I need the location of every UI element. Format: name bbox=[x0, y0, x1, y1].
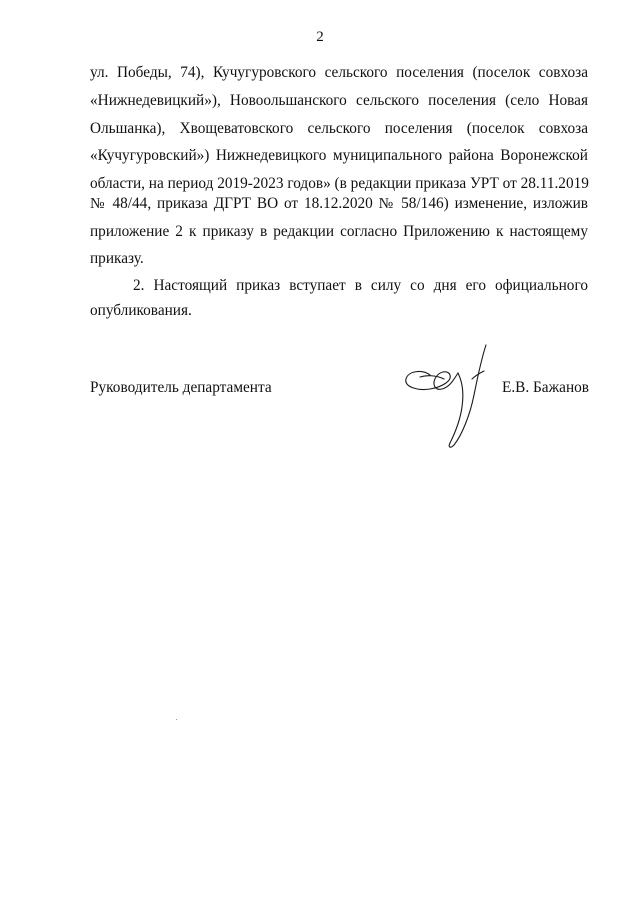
paragraph-line-last: опубликования. bbox=[90, 302, 192, 319]
paragraph-line: «Кучугуровский») Нижнедевицкого муниципального района Воронежской bbox=[90, 147, 588, 164]
signer-title: Руководитель департамента bbox=[90, 379, 272, 396]
signer-name: Е.В. Бажанов bbox=[502, 379, 590, 396]
paragraph-line: области, на период 2019-2023 годов» (в редакции приказа УРТ от 28.11.2019 bbox=[90, 175, 589, 192]
scan-speck bbox=[176, 719, 177, 720]
paragraph-line: «Нижнедевицкий»), Новоольшанского сельского поселения (село Новая bbox=[90, 92, 588, 109]
paragraph-line: приложение 2 к приказу в редакции согласно Приложению к настоящему bbox=[90, 223, 588, 240]
handwritten-signature bbox=[400, 335, 500, 455]
paragraph-line: ул. Победы, 74), Кучугуровского сельского поселения (поселок совхоза bbox=[90, 64, 588, 81]
paragraph-line: № 48/44, приказа ДГРТ ВО от 18.12.2020 № 58/146) изменение, изложив bbox=[90, 195, 588, 212]
paragraph-line: 2. Настоящий приказ вступает в силу со дня его официального bbox=[133, 277, 588, 294]
paragraph-line: Ольшанка), Хвощеватовского сельского поселения (поселок совхоза bbox=[90, 120, 588, 137]
page-number: 2 bbox=[316, 29, 324, 45]
paragraph-line-last: приказу. bbox=[90, 250, 144, 267]
